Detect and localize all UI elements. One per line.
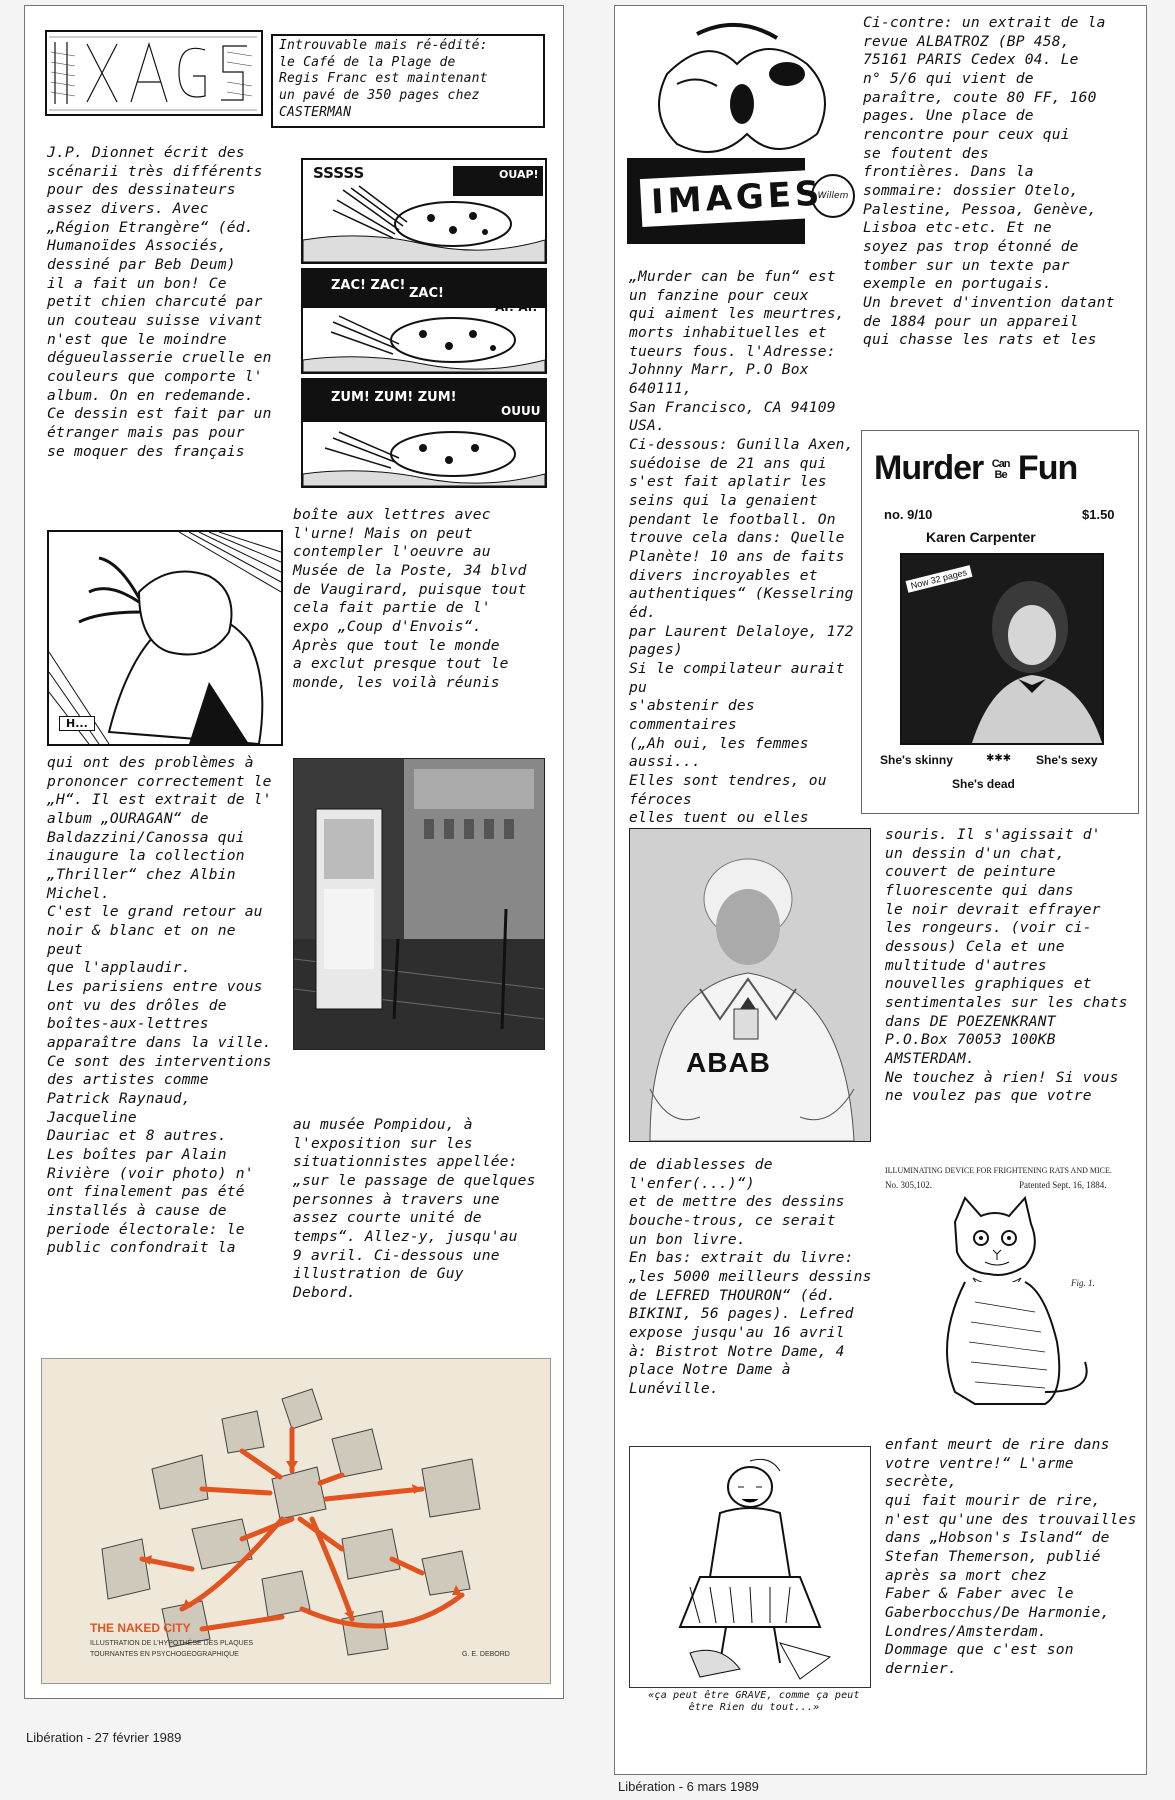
- right-col2-text: Ci-contre: un extrait de la revue ALBATROZ (BP 458, 75161 PARIS Cedex 04. Le n° 5/6 qui vient de paraître, coute 80 FF, 160 pages. Une place de rencontre pour ceux qui se foutent des frontières. Dans la sommaire: dossier Otelo, Palestine, Pessoa, Genève, Lisboa etc-etc. Et ne soyez pas trop étonné de tomber sur un texte par exemple en portugais. Un brevet d'invention datant de 1884 pour un appareil qui chasse les rats et les: [863, 14, 1115, 349]
- patent-date: Patented Sept. 16, 1884.: [1019, 1180, 1107, 1190]
- naked-city-subtitle-2: TOURNANTES EN PSYCHOGEOGRAPHIQUE: [90, 1651, 239, 1658]
- cover-tag-sexy: She's sexy: [1036, 753, 1098, 767]
- sfx-zum: ZUM! ZUM! ZUM!: [331, 390, 457, 405]
- sfx-ouuu: OUUU: [501, 404, 541, 418]
- left-newspaper-page: [24, 5, 564, 1699]
- cover-title-can-be: [992, 459, 1010, 481]
- cover-tag-skinny: She's skinny: [880, 753, 953, 767]
- woman-football-jersey-icon: [630, 829, 870, 1141]
- cover-tag-dead: She's dead: [952, 777, 1015, 791]
- sfx-zac-zac: ZAC! ZAC!: [331, 278, 406, 293]
- jersey-text: ABAB: [686, 1047, 771, 1078]
- left-col2-text2: au musée Pompidou, à l'exposition sur les situationnistes appellée: „sur le passage de quelques personnes à travers une assez courte unité de temps“. Allez-y, jusqu'au 9 avril. Ci-dessous une illustration de Guy Debord.: [293, 1116, 536, 1302]
- naked-city-map: [41, 1358, 551, 1684]
- images-logo-right: [627, 158, 825, 244]
- cover-issue: no. 9/10: [884, 507, 933, 522]
- intro-box: [271, 34, 545, 128]
- right-col1-text: „Murder can be fun“ est un fanzine pour ceux qui aiment les meurtres, morts inhabituelles et tueurs fous. l'Adresse: Johnny Marr, P.O Box 640111, San Francisco, CA 94109 USA. Ci-dessous: Gunilla Axen, suédoise de 21 ans qui s'est fait aplatir les seins qui la genaient pendant le football. On trouve cela dans: Quelle Planète! 10 ans de faits divers incroyables et authentiques“ (Kesselring éd. par Laurent Delaloye, 172 pages) Si le compilateur aurait pu s'abstenir des commentaires („Ah oui, les femmes aussi... Elles sont tendres, ou féroces elles tuent ou elles: [629, 268, 854, 827]
- naked-city-title: THE NAKED CITY: [90, 1621, 191, 1635]
- abstract-face-drawing-icon: [637, 14, 837, 154]
- lefred-cartoon: [629, 1446, 869, 1722]
- left-col1-text: J.P. Dionnet écrit des scénarii très différents pour des dessinateurs assez divers. Avec „Région Etrangère“ (éd. Humanoïdes Associés, dessiné par Beb Deum) il a fait un bon! Ce petit chien charcuté par un couteau suisse vivant n'est que le moindre dégueulasserie cruelle en couleurs que comporte l' album. On en redemande. Ce dessin est fait par un étranger mais pas pour se moquer des français: [47, 144, 272, 460]
- right-page-caption: Libération - 6 mars 1989: [618, 1779, 759, 1794]
- cover-title-fun: Fun: [1017, 449, 1078, 487]
- patent-number: No. 305,102.: [885, 1180, 932, 1190]
- footballer-photo: [629, 828, 871, 1142]
- h-man-panel: [47, 530, 283, 746]
- sfx-ssss: SSSSS: [313, 164, 365, 182]
- right-newspaper-page: [614, 5, 1147, 1775]
- comic-panel-2: [301, 268, 547, 374]
- cat-drawing-icon: [885, 1192, 1137, 1422]
- cover-photo: [900, 553, 1104, 745]
- man-crying-cartoon-icon: [629, 1446, 871, 1688]
- cover-subject: Karen Carpenter: [926, 529, 1036, 545]
- right-col2-text2: souris. Il s'agissait d' un dessin d'un chat, couvert de peinture fluorescente qui dans le noir devrait effrayer les rongeurs. (voir ci- dessous) Cela et une multitude d'autres nouvelles graphiques et sentimentales sur les chats dans DE POEZENKRANT P.O.Box 70053 100KB AMSTERDAM. Ne touchez à rien! Si vous ne voulez pas que votre: [885, 826, 1128, 1105]
- right-col1-text2: de diablesses de l'enfer(...)“) et de mettre des dessins bouche-trous, ce serait un bon livre. En bas: extrait du livre: „les 5000 meilleurs dessins de LEFRED THOURON“ (éd. BIKINI, 56 pages). Lefred expose jusqu'au 16 avril à: Bistrot Notre Dame, 4 place Notre Dame à Lunéville.: [629, 1156, 872, 1398]
- left-page-caption: Libération - 27 février 1989: [26, 1730, 182, 1745]
- sfx-zac: ZAC!: [409, 286, 444, 301]
- left-col1-text2: qui ont des problèmes à prononcer correctement le „H“. Il est extrait de l' album „OURAGAN“ de Baldazzini/Canossa qui inaugure la collection „Thriller“ chez Albin Michel. C'est le grand retour au noir & blanc et on ne peut que l'applaudir. Les parisiens entre vous ont vu des drôles de boîtes-aux-lettres apparaître dans la ville. Ce sont des interventions des artistes comme Patrick Raynaud, Jacqueline Dauriac et 8 autres. Les boîtes par Alain Rivière (voir photo) n' ont finalement pas été installés à cause de periode électorale: le public confondrait la: [47, 754, 272, 1257]
- willem-badge: [811, 174, 855, 218]
- cover-title-be: Be: [994, 469, 1007, 482]
- naked-city-subtitle-1: ILLUSTRATION DE L'HYPOTHÈSE DES PLAQUES: [90, 1640, 254, 1647]
- right-col2-text3: enfant meurt de rire dans votre ventre!“ L'arme secrète, qui fait mourir de rire, n'est qu'une des trouvailles dans „Hobson's Island“ de Stefan Themerson, publié après sa mort chez Faber & Faber avec le Gaberbocchus/De Harmonie, Londres/Amsterdam. Dommage que c'est son dernier.: [885, 1436, 1137, 1678]
- willem-signature: Willem: [817, 191, 849, 201]
- cover-title-murder: Murder: [874, 449, 984, 487]
- cover-sticker: Now 32 pages: [906, 565, 973, 593]
- comic-panel-1: [301, 158, 547, 264]
- patent-fig: Fig. 1.: [1071, 1278, 1095, 1288]
- images-logo-text: IMAGES: [640, 169, 835, 227]
- sfx-ouap: OUAP!: [499, 168, 539, 181]
- letterbox-photo: [293, 758, 545, 1050]
- street-photo-icon: [294, 759, 544, 1049]
- h-label: H...: [59, 716, 95, 731]
- murder-can-be-fun-cover: [861, 430, 1139, 814]
- cover-title: [874, 449, 1077, 488]
- patent-cat-figure: [885, 1166, 1137, 1422]
- cover-title-can: Can: [991, 458, 1010, 471]
- patent-heading: ILLUMINATING DEVICE FOR FRIGHTENING RATS AND MICE.: [885, 1166, 1112, 1175]
- sfx-ai-ai: AÏ! AÏ!: [495, 300, 538, 314]
- intro-text: Introuvable mais ré-édité: le Café de la Plage de Regis Franc est maintenant un pavé de 350 pages chez CASTERMAN: [279, 38, 488, 120]
- cover-tag-stars: ✱✱✱: [986, 753, 1012, 764]
- cartoon-caption: «ça peut être GRAVE, comme ça peut être Rien du tout...»: [648, 1690, 860, 1713]
- cover-price: $1.50: [1082, 507, 1115, 522]
- images-logo-left: [45, 30, 263, 116]
- comic-panel-3: [301, 378, 547, 488]
- man-spitting-drawing-icon: [49, 532, 281, 744]
- naked-city-credit: G. E. DEBORD: [462, 1651, 510, 1658]
- left-col2-text: boîte aux lettres avec l'urne! Mais on peut contempler l'oeuvre au Musée de la Poste, 34 blvd de Vaugirard, puisque tout cela fait partie de l' expo „Coup d'Envois“. Après que tout le monde a exclut presque tout le monde, les voilà réunis: [293, 506, 527, 692]
